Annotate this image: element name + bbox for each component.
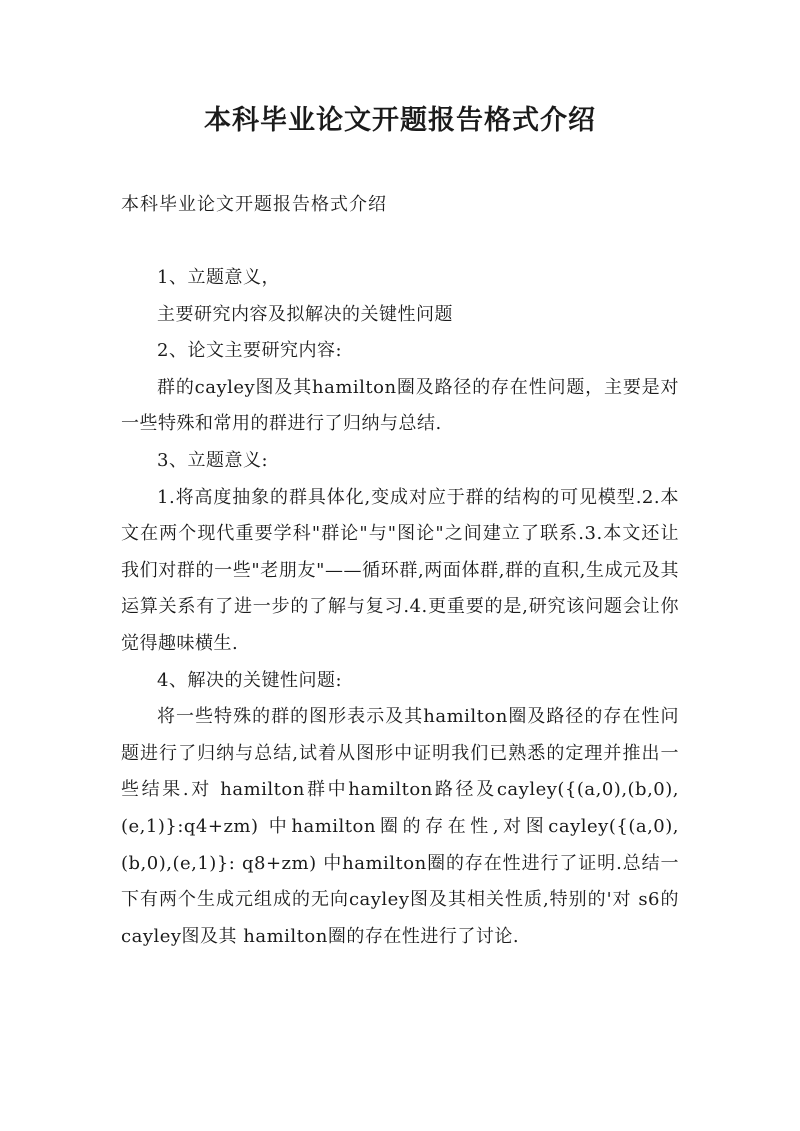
paragraph-1: 1、立题意义，	[157, 267, 280, 288]
paragraph-2: 主要研究内容及拟解决的关键性问题	[157, 303, 453, 325]
document-subtitle: 本科毕业论文开题报告格式介绍	[121, 194, 387, 215]
paragraph-5: 3、立题意义:	[157, 449, 269, 471]
paragraph-8: 将一些特殊的群的图形表示及其hamilton圈及路径的存在性问题进行了归纳与总结,试着从图形中证明我们已熟悉的定理并推出一些结果.对 hamilton群中hamilton路径及cayley({(a,0),(b,0),(e,1)}:q4+zm) 中hamilton圈的存在性,对图cayley({(a,0),(b,0),(e,1)}: q8+zm) 中hamilton圈的存在性进行了证明.总结一下有两个生成元组成的无向cayley图及其相关性质,特别的'对 s6的cayley图及其 hamilton圈的存在性进行了讨论.	[121, 706, 679, 947]
paragraph-4: 群的cayley图及其hamilton圈及路径的存在性问题，主要是对一些特殊和常用的群进行了归纳与总结.	[121, 376, 679, 435]
document-body	[121, 260, 679, 955]
paragraph-7: 4、解决的关键性问题:	[157, 669, 343, 691]
document-title: 本科毕业论文开题报告格式介绍	[204, 105, 596, 136]
paragraph-3: 2、论文主要研究内容:	[157, 340, 343, 362]
paragraph-6: 1.将高度抽象的群具体化,变成对应于群的结构的可见模型.2.本文在两个现代重要学科"群论"与"图论"之间建立了联系.3.本文还让我们对群的一些"老朋友"——循环群,两面体群,群的直积,生成元及其运算关系有了进一步的了解与复习.4.更重要的是,研究该问题会让你觉得趣味横生.	[121, 486, 679, 654]
